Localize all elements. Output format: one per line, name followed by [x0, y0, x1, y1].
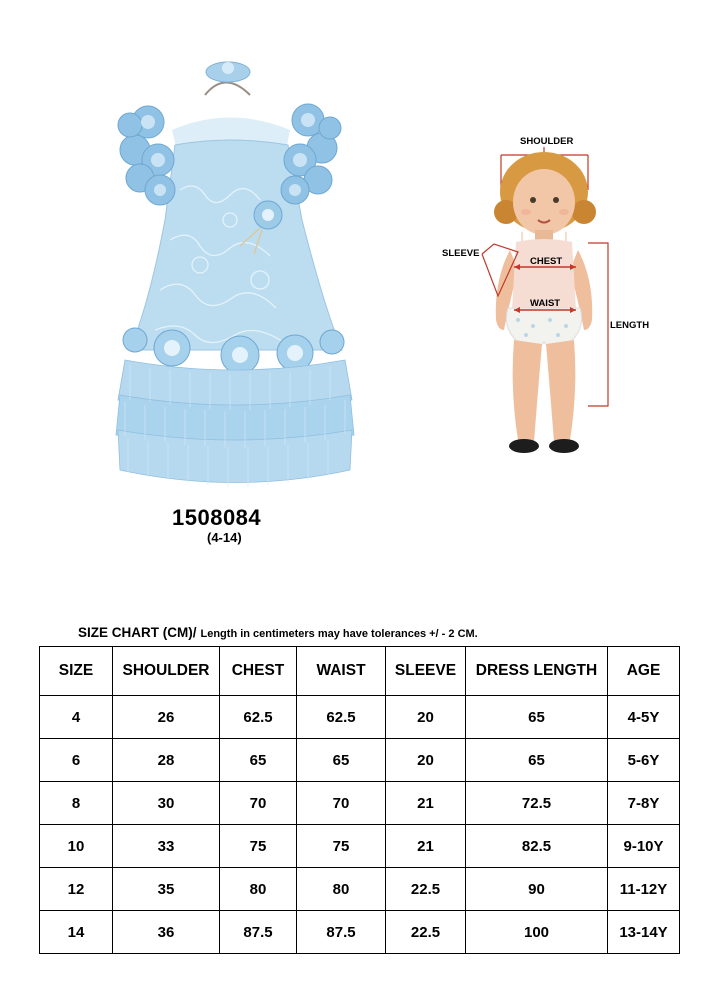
table-cell: 65 [466, 739, 608, 782]
table-cell: 87.5 [297, 911, 386, 954]
table-row [40, 782, 680, 825]
table-cell: 26 [113, 696, 220, 739]
table-row [40, 825, 680, 868]
table-cell: 8 [40, 782, 113, 825]
table-row [40, 739, 680, 782]
table-cell: 82.5 [466, 825, 608, 868]
table-cell: 5-6Y [608, 739, 680, 782]
table-cell: 22.5 [386, 911, 466, 954]
col-header-sleeve: SLEEVE [386, 647, 466, 696]
product-size-range: (4-14) [207, 530, 242, 545]
col-header-dress-length: DRESS LENGTH [466, 647, 608, 696]
table-row [40, 696, 680, 739]
table-cell: 80 [297, 868, 386, 911]
col-header-age: AGE [608, 647, 680, 696]
table-cell: 72.5 [466, 782, 608, 825]
col-header-shoulder: SHOULDER [113, 647, 220, 696]
dress-image [110, 50, 360, 500]
table-cell: 80 [220, 868, 297, 911]
table-cell: 75 [220, 825, 297, 868]
table-cell: 70 [220, 782, 297, 825]
table-cell: 11-12Y [608, 868, 680, 911]
table-header-row [40, 647, 680, 696]
waist-label: WAIST [530, 298, 561, 309]
table-cell: 28 [113, 739, 220, 782]
table-cell: 14 [40, 911, 113, 954]
table-cell: 62.5 [220, 696, 297, 739]
table-cell: 62.5 [297, 696, 386, 739]
table-cell: 21 [386, 825, 466, 868]
table-cell: 9-10Y [608, 825, 680, 868]
table-cell: 100 [466, 911, 608, 954]
table-cell: 21 [386, 782, 466, 825]
size-chart-table [39, 646, 680, 954]
table-cell: 70 [297, 782, 386, 825]
col-header-chest: CHEST [220, 647, 297, 696]
table-cell: 6 [40, 739, 113, 782]
table-cell: 4-5Y [608, 696, 680, 739]
table-cell: 65 [466, 696, 608, 739]
product-code: 1508084 [172, 505, 262, 530]
table-cell: 75 [297, 825, 386, 868]
col-header-waist: WAIST [297, 647, 386, 696]
table-row [40, 911, 680, 954]
table-cell: 87.5 [220, 911, 297, 954]
table-cell: 7-8Y [608, 782, 680, 825]
table-cell: 20 [386, 739, 466, 782]
size-chart-title: SIZE CHART (CM)/ [78, 625, 197, 640]
table-cell: 65 [297, 739, 386, 782]
col-header-size: SIZE [40, 647, 113, 696]
length-label: LENGTH [610, 320, 650, 331]
shoulder-label: SHOULDER [520, 136, 574, 147]
table-cell: 35 [113, 868, 220, 911]
table-row [40, 868, 680, 911]
table-cell: 12 [40, 868, 113, 911]
table-cell: 4 [40, 696, 113, 739]
sleeve-label: SLEEVE [442, 248, 480, 259]
table-cell: 33 [113, 825, 220, 868]
table-cell: 10 [40, 825, 113, 868]
table-cell: 90 [466, 868, 608, 911]
size-chart-note: Length in centimeters may have tolerances +/ - 2 CM. [200, 628, 478, 640]
table-cell: 30 [113, 782, 220, 825]
table-cell: 20 [386, 696, 466, 739]
chest-label: CHEST [530, 256, 563, 267]
table-cell: 13-14Y [608, 911, 680, 954]
measurement-guide-illustration [438, 130, 658, 470]
size-chart-heading [78, 625, 478, 640]
table-cell: 65 [220, 739, 297, 782]
table-cell: 36 [113, 911, 220, 954]
table-cell: 22.5 [386, 868, 466, 911]
